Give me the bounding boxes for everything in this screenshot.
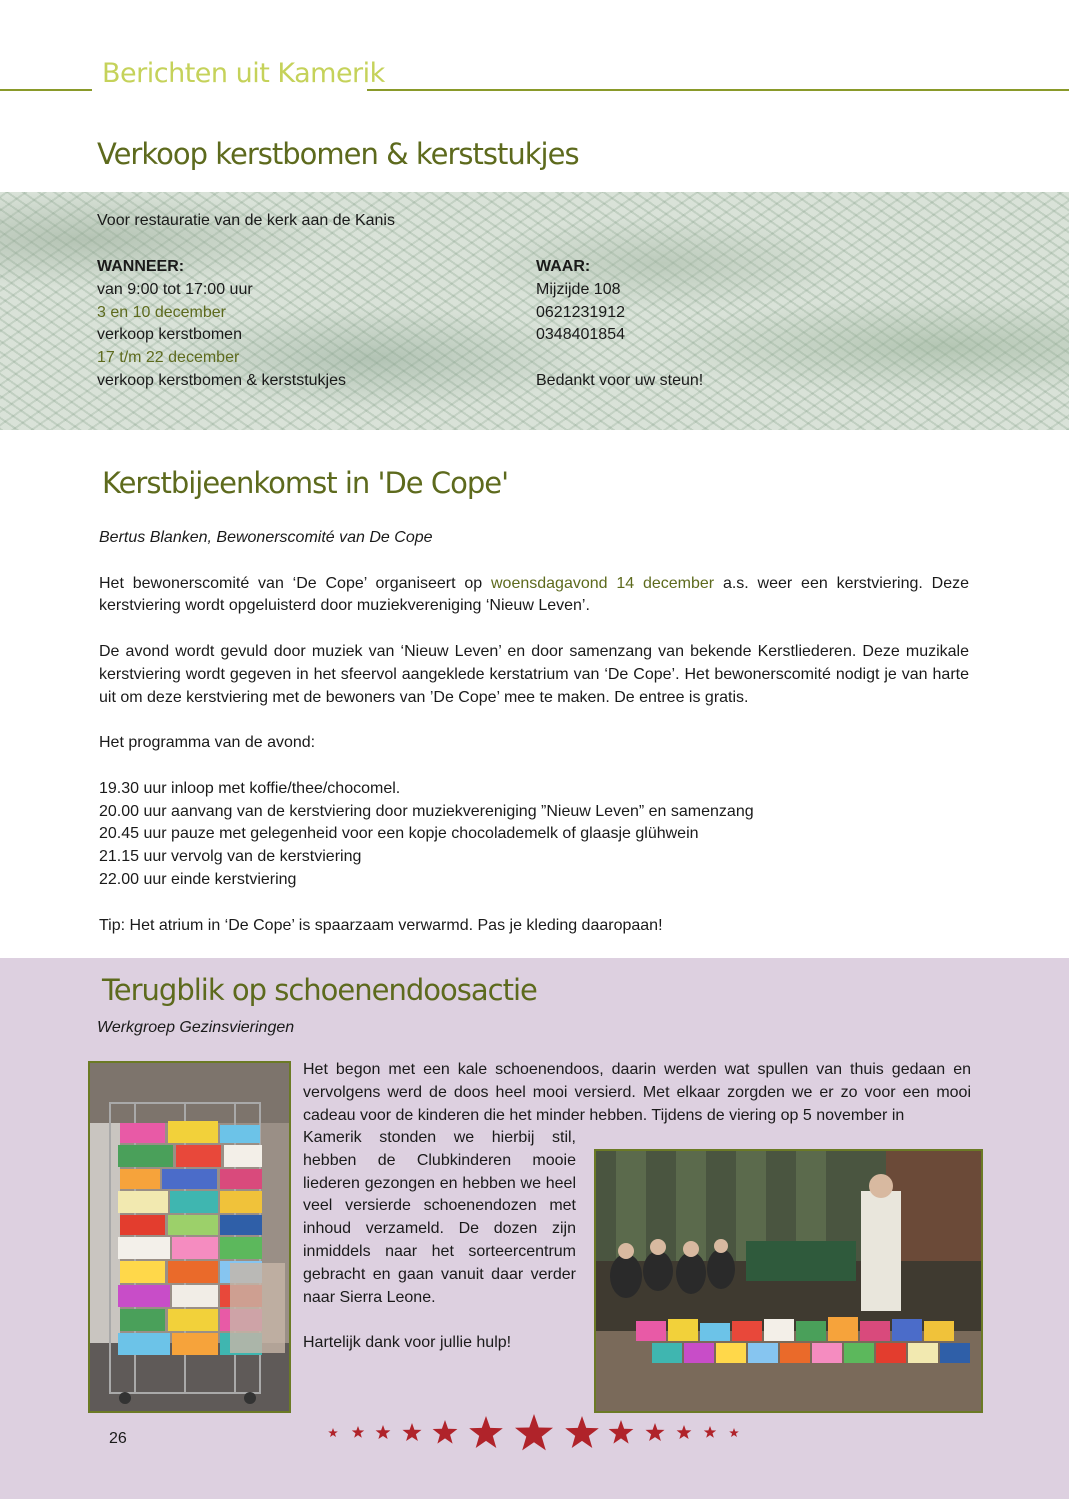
section2-body	[99, 527, 969, 937]
when-line: van 9:00 tot 17:00 uur	[97, 280, 253, 298]
star-icon	[433, 1420, 458, 1444]
star-icon	[646, 1423, 665, 1441]
star-icon	[609, 1420, 634, 1444]
header-rule-right	[367, 89, 1069, 91]
star-icon	[328, 1428, 338, 1437]
section3-top-paragraph: Het begon met een kale schoenendoos, daarin werden wat spullen van thuis gedaan en vervolgens werd de doos heel mooi versierd. Met elkaar zorgden we er zo voor een mooi cadeau voor de kinderen die het minder hebben. Tijdens de viering op 5 november in	[303, 1061, 971, 1124]
section2-tip: Tip: Het atrium in ‘De Cope’ is spaarzaam verwarmd. Pas je kleding daaropaan!	[99, 916, 663, 934]
section2-title: Kerstbijeenkomst in 'De Cope'	[102, 466, 509, 500]
where-phone2: 0348401854	[536, 326, 625, 344]
when-line: verkoop kerstbomen & kerststukjes	[97, 371, 346, 389]
section1-intro: Voor restauratie van de kerk aan de Kanis	[97, 212, 395, 229]
shoebox-cart-photo	[88, 1061, 291, 1413]
section3-thanks: Hartelijk dank voor jullie hulp!	[303, 1334, 512, 1352]
where-phone1: 0621231912	[536, 303, 625, 321]
church-service-image	[596, 1151, 981, 1411]
star-icon	[403, 1423, 422, 1441]
star-icon	[677, 1425, 692, 1439]
star-icon	[565, 1416, 599, 1448]
star-icon	[515, 1414, 553, 1450]
program-title: Het programma van de avond:	[99, 734, 316, 752]
where-thanks: Bedankt voor uw steun!	[536, 371, 704, 389]
section2-paragraph2: De avond wordt gevuld door muziek van ‘Nieuw Leven’ en door samenzang van bekende Kerstliederen. Deze muzikale kerstviering wordt gegeven in het sfeervol aangeklede kerstatrium van ‘De Cope’. Het bewonerscomité nodigt je van harte uit om deze kerstviering met de bewoners van ’De Cope’ mee te maken. De entree is gratis.	[99, 642, 969, 706]
program-item: 20.45 uur pauze met gelegenheid voor een kopje chocolademelk of glaasje glühwein	[99, 825, 699, 843]
when-line: 17 t/m 22 december	[97, 349, 240, 367]
where-label: WAAR:	[536, 258, 591, 275]
section2-paragraph1: Het bewonerscomité van ‘De Cope’ organiseert op woensdagavond 14 december a.s. weer een kerstviering. Deze kerstviering wordt opgeluisterd door muziekvereniging ‘Nieuw Leven’.	[99, 574, 969, 615]
shoebox-cart-image	[90, 1063, 289, 1411]
star-row-decoration	[320, 1410, 750, 1455]
church-service-photo	[594, 1149, 983, 1413]
when-label: WANNEER:	[97, 258, 185, 275]
star-icon	[376, 1425, 391, 1439]
program-item: 22.00 uur einde kerstviering	[99, 870, 297, 888]
header-rule-left	[0, 89, 92, 91]
where-block	[536, 256, 703, 393]
section2-author: Bertus Blanken, Bewonerscomité van De Cope	[99, 529, 433, 546]
program-item: 19.30 uur inloop met koffie/thee/chocomel.	[99, 779, 401, 797]
date-highlight: woensdagavond 14 december	[491, 574, 715, 592]
section1-title: Verkoop kerstbomen & kerststukjes	[97, 137, 579, 171]
star-icon	[729, 1428, 739, 1437]
star-icon	[704, 1426, 716, 1438]
when-line: 3 en 10 december	[97, 303, 226, 321]
star-icon	[352, 1426, 364, 1438]
when-block	[97, 256, 346, 393]
page-number: 26	[109, 1430, 127, 1447]
section3-left-paragraph: Kamerik stonden we hierbij stil, hebben de Clubkinderen mooie liederen gezongen en hebben we heel veel versierde schoenendozen met inhoud verzameld. De dozen zijn inmiddels naar het sorteercentrum gebracht en gaan vanuit daar verder naar Sierra Leone. Hartelijk dank voor jullie hulp!	[303, 1127, 576, 1355]
star-icon	[469, 1416, 503, 1448]
program-item: 21.15 uur vervolg van de kerstviering	[99, 848, 362, 866]
section3-title: Terugblik op schoenendoosactie	[102, 973, 537, 1007]
header-title: Berichten uit Kamerik	[102, 58, 385, 89]
section3-author: Werkgroep Gezinsvieringen	[97, 1019, 295, 1036]
where-address: Mijzijde 108	[536, 280, 621, 298]
when-line: verkoop kerstbomen	[97, 326, 242, 344]
program-item: 20.00 uur aanvang van de kerstviering door muziekvereniging ”Nieuw Leven” en samenzang	[99, 802, 754, 820]
